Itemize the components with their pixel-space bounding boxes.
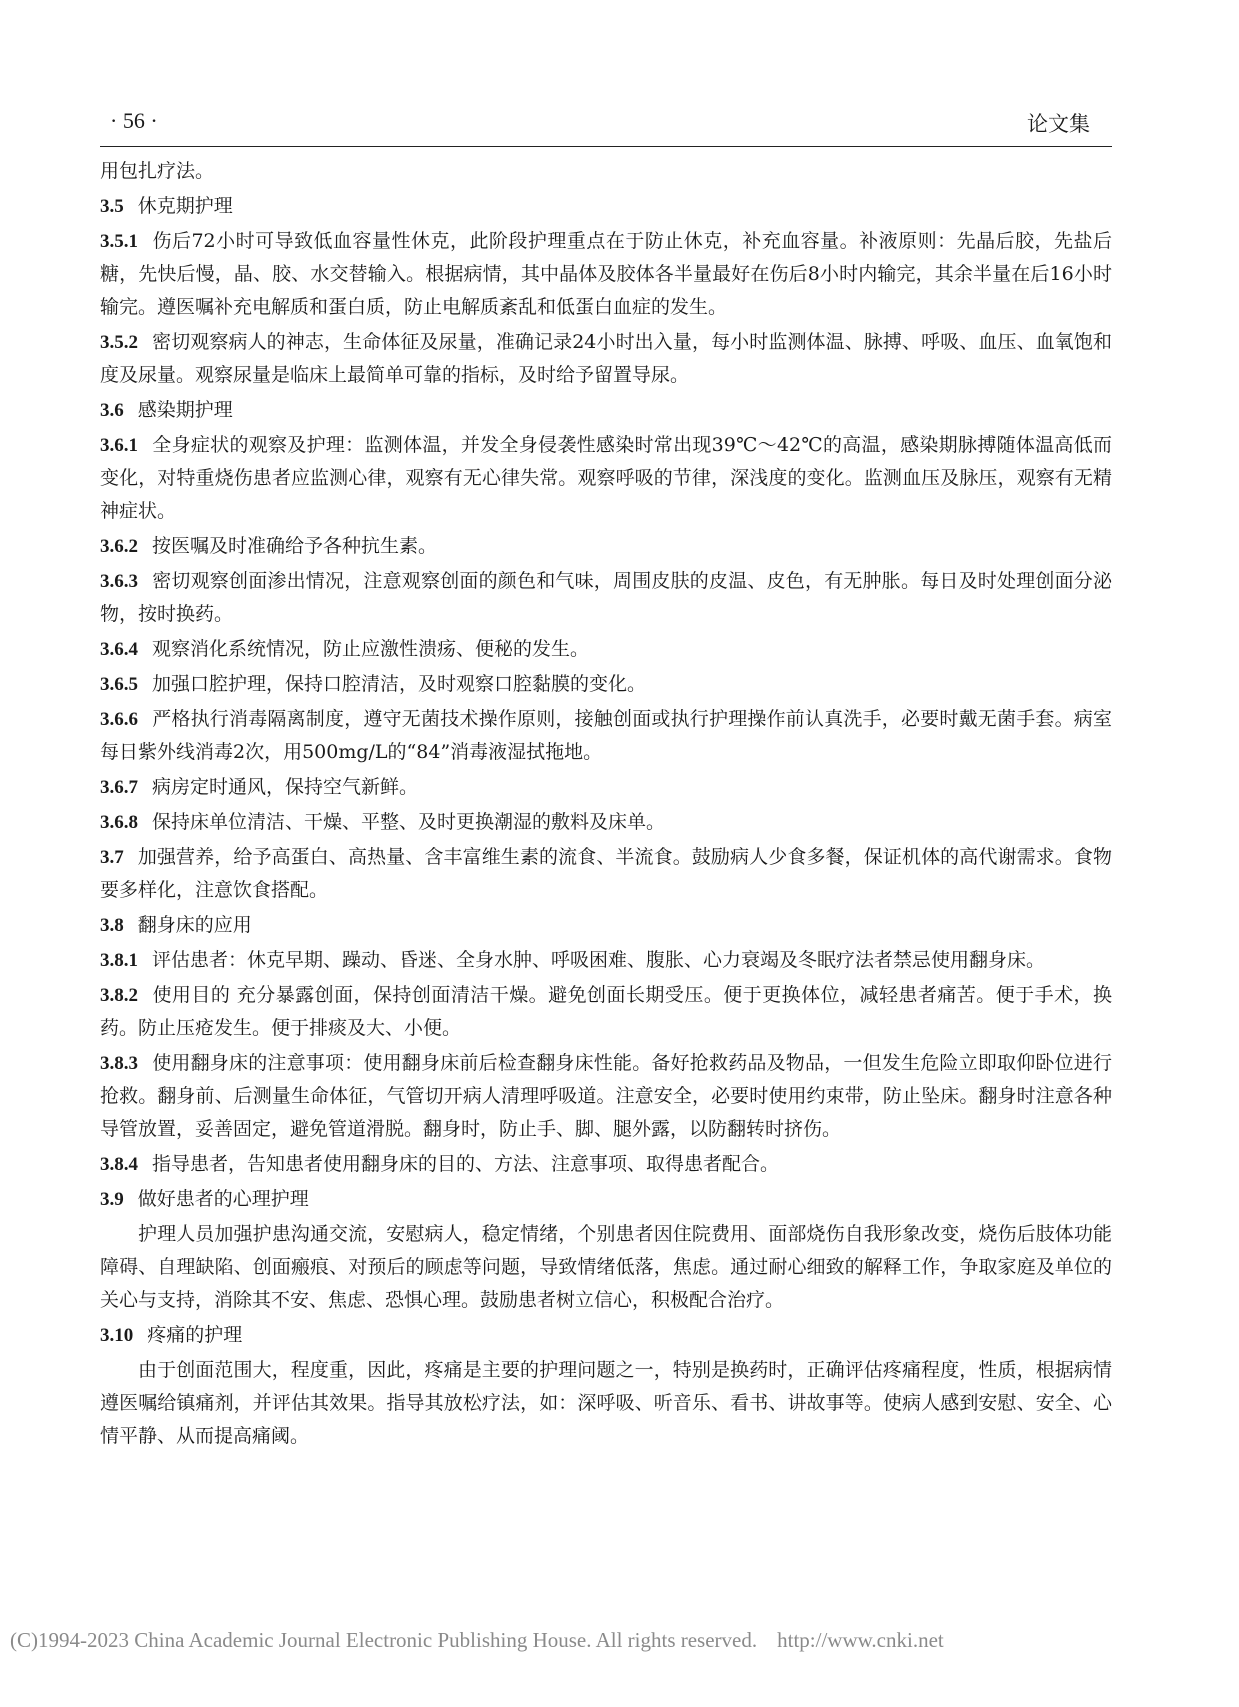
paragraph-text: 加强口腔护理，保持口腔清洁，及时观察口腔黏膜的变化。 <box>152 673 647 695</box>
paragraph-text: 密切观察创面渗出情况，注意观察创面的颜色和气味，周围皮肤的皮温、皮色，有无肿胀。每日及时处理创面分泌物，按时换药。 <box>100 570 1112 625</box>
paragraph <box>100 806 1112 839</box>
paragraph-text: 观察消化系统情况，防止应激性溃疡、便秘的发生。 <box>152 638 590 660</box>
heading-text: 感染期护理 <box>137 399 233 421</box>
section-number: 3.6.3 <box>100 571 138 592</box>
footer-url: http://www.cnki.net <box>777 1628 944 1652</box>
section-number: 3.6.1 <box>100 435 138 456</box>
section-heading <box>100 1319 1112 1352</box>
paragraph <box>100 668 1112 701</box>
heading-text: 做好患者的心理护理 <box>137 1188 309 1210</box>
paragraph <box>100 979 1112 1045</box>
copyright-footer <box>10 1628 1230 1653</box>
paragraph-text: 由于创面范围大，程度重，因此，疼痛是主要的护理问题之一，特别是换药时，正确评估疼痛程度，性质，根据病情遵医嘱给镇痛剂，并评估其效果。指导其放松疗法，如：深呼吸、听音乐、看书、讲故事等。使病人感到安慰、安全、心情平静、从而提高痛阈。 <box>100 1359 1112 1447</box>
section-number: 3.8.2 <box>100 985 138 1006</box>
section-number: 3.6.8 <box>100 812 138 833</box>
paragraph <box>100 1354 1112 1453</box>
paragraph <box>100 633 1112 666</box>
paragraph <box>100 530 1112 563</box>
section-heading <box>100 909 1112 942</box>
section-number: 3.6.5 <box>100 674 138 695</box>
paragraph <box>100 225 1112 324</box>
paragraph-text: 评估患者：休克早期、躁动、昏迷、全身水肿、呼吸困难、腹胀、心力衰竭及冬眠疗法者禁忌使用翻身床。 <box>152 949 1046 971</box>
section-number: 3.6.6 <box>100 709 138 730</box>
section-number: 3.6.2 <box>100 536 138 557</box>
paragraph-text: 指导患者，告知患者使用翻身床的目的、方法、注意事项、取得患者配合。 <box>152 1153 780 1175</box>
paragraph-text: 保持床单位清洁、干燥、平整、及时更换潮湿的敷料及床单。 <box>152 811 666 833</box>
paragraph <box>100 326 1112 392</box>
section-heading <box>100 1183 1112 1216</box>
section-number: 3.5.1 <box>100 231 138 252</box>
section-number: 3.8 <box>100 915 124 936</box>
paragraph-text: 护理人员加强护患沟通交流，安慰病人，稳定情绪，个别患者因住院费用、面部烧伤自我形象改变，烧伤后肢体功能障碍、自理缺陷、创面瘢痕、对预后的顾虑等问题，导致情绪低落，焦虑。通过耐心细致的解释工作，争取家庭及单位的关心与支持，消除其不安、焦虑、恐惧心理。鼓励患者树立信心，积极配合治疗。 <box>100 1223 1112 1311</box>
section-number: 3.6.4 <box>100 639 138 660</box>
section-number: 3.6.7 <box>100 777 138 798</box>
section-heading <box>100 190 1112 223</box>
paragraph <box>100 1148 1112 1181</box>
paragraph-text: 使用目的 充分暴露创面，保持创面清洁干燥。避免创面长期受压。便于更换体位，减轻患者痛苦。便于手术，换药。防止压疮发生。便于排痰及大、小便。 <box>100 984 1112 1039</box>
section-heading <box>100 394 1112 427</box>
page-number: · 56 · <box>110 108 158 133</box>
header-rule <box>100 146 1112 147</box>
paragraph-text: 使用翻身床的注意事项：使用翻身床前后检查翻身床性能。备好抢救药品及物品，一但发生危险立即取仰卧位进行抢救。翻身前、后测量生命体征，气管切开病人清理呼吸道。注意安全，必要时使用约束带，防止坠床。翻身时注意各种导管放置，妥善固定，避免管道滑脱。翻身时，防止手、脚、腿外露，以防翻转时挤伤。 <box>100 1052 1112 1140</box>
heading-text: 疼痛的护理 <box>147 1324 243 1346</box>
article-body <box>100 155 1112 1455</box>
paragraph-text: 用包扎疗法。 <box>100 160 215 182</box>
paragraph <box>100 429 1112 528</box>
paragraph-text: 全身症状的观察及护理：监测体温，并发全身侵袭性感染时常出现39℃～42℃的高温，感染期脉搏随体温高低而变化，对特重烧伤患者应监测心律，观察有无心律失常。观察呼吸的节律，深浅度的变化。监测血压及脉压，观察有无精神症状。 <box>100 434 1112 522</box>
paragraph <box>100 155 1112 188</box>
journal-name: 论文集 <box>1027 112 1090 136</box>
section-number: 3.7 <box>100 847 124 868</box>
paragraph-text: 伤后72小时可导致低血容量性休克，此阶段护理重点在于防止休克，补充血容量。补液原则：先晶后胶，先盐后糖，先快后慢，晶、胶、水交替输入。根据病情，其中晶体及胶体各半量最好在伤后8小时内输完，其余半量在后16小时输完。遵医嘱补充电解质和蛋白质，防止电解质紊乱和低蛋白血症的发生。 <box>100 230 1112 318</box>
running-header <box>100 108 1112 144</box>
section-number: 3.10 <box>100 1325 134 1346</box>
heading-text: 翻身床的应用 <box>137 914 252 936</box>
paragraph <box>100 703 1112 769</box>
paragraph <box>100 565 1112 631</box>
paragraph-text: 病房定时通风，保持空气新鲜。 <box>152 776 419 798</box>
section-number: 3.8.1 <box>100 950 138 971</box>
paragraph <box>100 1047 1112 1146</box>
paragraph <box>100 1218 1112 1317</box>
paragraph <box>100 944 1112 977</box>
section-number: 3.5 <box>100 196 124 217</box>
copyright-text: (C)1994-2023 China Academic Journal Electronic Publishing House. All rights reserved. <box>10 1628 758 1652</box>
paragraph <box>100 841 1112 907</box>
section-number: 3.9 <box>100 1189 124 1210</box>
section-number: 3.5.2 <box>100 332 138 353</box>
section-number: 3.6 <box>100 400 124 421</box>
section-number: 3.8.3 <box>100 1053 138 1074</box>
heading-text: 休克期护理 <box>137 195 233 217</box>
paragraph-text: 加强营养，给予高蛋白、高热量、含丰富维生素的流食、半流食。鼓励病人少食多餐，保证机体的高代谢需求。食物要多样化，注意饮食搭配。 <box>100 846 1112 901</box>
paragraph-text: 密切观察病人的神志，生命体征及尿量，准确记录24小时出入量，每小时监测体温、脉搏、呼吸、血压、血氧饱和度及尿量。观察尿量是临床上最简单可靠的指标，及时给予留置导尿。 <box>100 331 1112 386</box>
section-number: 3.8.4 <box>100 1154 138 1175</box>
paragraph-text: 按医嘱及时准确给予各种抗生素。 <box>152 535 438 557</box>
paragraph-text: 严格执行消毒隔离制度，遵守无菌技术操作原则，接触创面或执行护理操作前认真洗手，必要时戴无菌手套。病室每日紫外线消毒2次，用500mg/L的“84”消毒液湿拭拖地。 <box>100 708 1112 763</box>
paragraph <box>100 771 1112 804</box>
